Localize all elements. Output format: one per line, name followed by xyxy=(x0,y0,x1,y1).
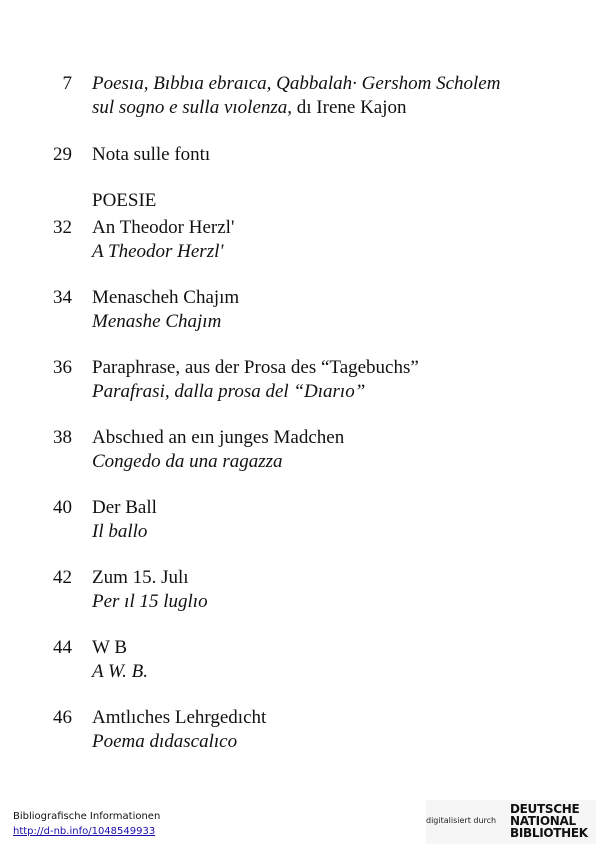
dnb-link[interactable]: http://d-nb.info/1048549933 xyxy=(13,826,156,837)
entry-title: Paraphrase, aus der Prosa des “Tagebuchs” xyxy=(92,357,419,378)
entry-text xyxy=(92,566,572,614)
entry-translation: Il ballo xyxy=(92,521,148,542)
entry-text xyxy=(92,706,572,754)
page-number: 46 xyxy=(53,707,72,728)
page-number: 32 xyxy=(53,217,72,238)
page-number: 34 xyxy=(53,287,72,308)
entry-text xyxy=(92,143,572,167)
entry-text-part: , dı Irene Kajon xyxy=(287,97,407,118)
page-number: 36 xyxy=(53,357,72,378)
entry-title: Abschıed an eın junges Madchen xyxy=(92,427,345,448)
entry-text-part: sul sogno e sulla vıolenza xyxy=(92,97,288,118)
entry-title: Zum 15. Julı xyxy=(92,567,189,588)
entry-translation: Congedo da una ragazza xyxy=(92,451,283,472)
entry-title: Der Ball xyxy=(92,497,157,518)
entry-title: Amtlıches Lehrgedıcht xyxy=(92,707,267,728)
entry-translation: Poema dıdascalıco xyxy=(92,731,238,752)
dnb-digitization-badge xyxy=(426,800,596,844)
entry-translation: Parafrasi, dalla prosa del “Dıarıo” xyxy=(92,381,366,402)
entry-title: Nota sulle fontı xyxy=(92,144,211,165)
page-number: 44 xyxy=(53,637,72,658)
entry-title: Poesıa, Bıbbıa ebraıca, Qabbalah· Gershom Scholem xyxy=(92,73,501,94)
dnb-logo xyxy=(510,803,588,839)
page-number: 7 xyxy=(62,73,72,94)
bibliographic-info xyxy=(13,809,160,839)
entry-text xyxy=(92,636,572,684)
dnb-logo-line: NATIONAL xyxy=(510,814,576,828)
entry-title: Menascheh Chajım xyxy=(92,287,240,308)
entry-text xyxy=(92,216,572,264)
entry-translation: A Theodor Herzl' xyxy=(92,241,224,262)
entry-translation: Per ıl 15 luglıo xyxy=(92,591,208,612)
page-number: 29 xyxy=(53,144,72,165)
entry-title: An Theodor Herzl' xyxy=(92,217,235,238)
entry-translation: Menashe Chajım xyxy=(92,311,222,332)
entry-text xyxy=(92,356,572,404)
dnb-logo-line: DEUTSCHE xyxy=(510,802,580,816)
page-number: 40 xyxy=(53,497,72,518)
entry-text xyxy=(92,496,572,544)
bibliographic-info-label: Bibliografische Informationen xyxy=(13,811,161,822)
section-heading: POESIE xyxy=(92,190,157,211)
entry-title: W B xyxy=(92,637,128,658)
dnb-logo-line: BIBLIOTHEK xyxy=(510,826,588,840)
page-number: 38 xyxy=(53,427,72,448)
page-number: 42 xyxy=(53,567,72,588)
entry-translation xyxy=(92,96,572,120)
entry-text xyxy=(92,286,572,334)
entry-translation: A W. B. xyxy=(92,661,148,682)
entry-text xyxy=(92,72,572,120)
digitized-by-label: digitalisiert durch xyxy=(426,816,497,825)
entry-text xyxy=(92,426,572,474)
